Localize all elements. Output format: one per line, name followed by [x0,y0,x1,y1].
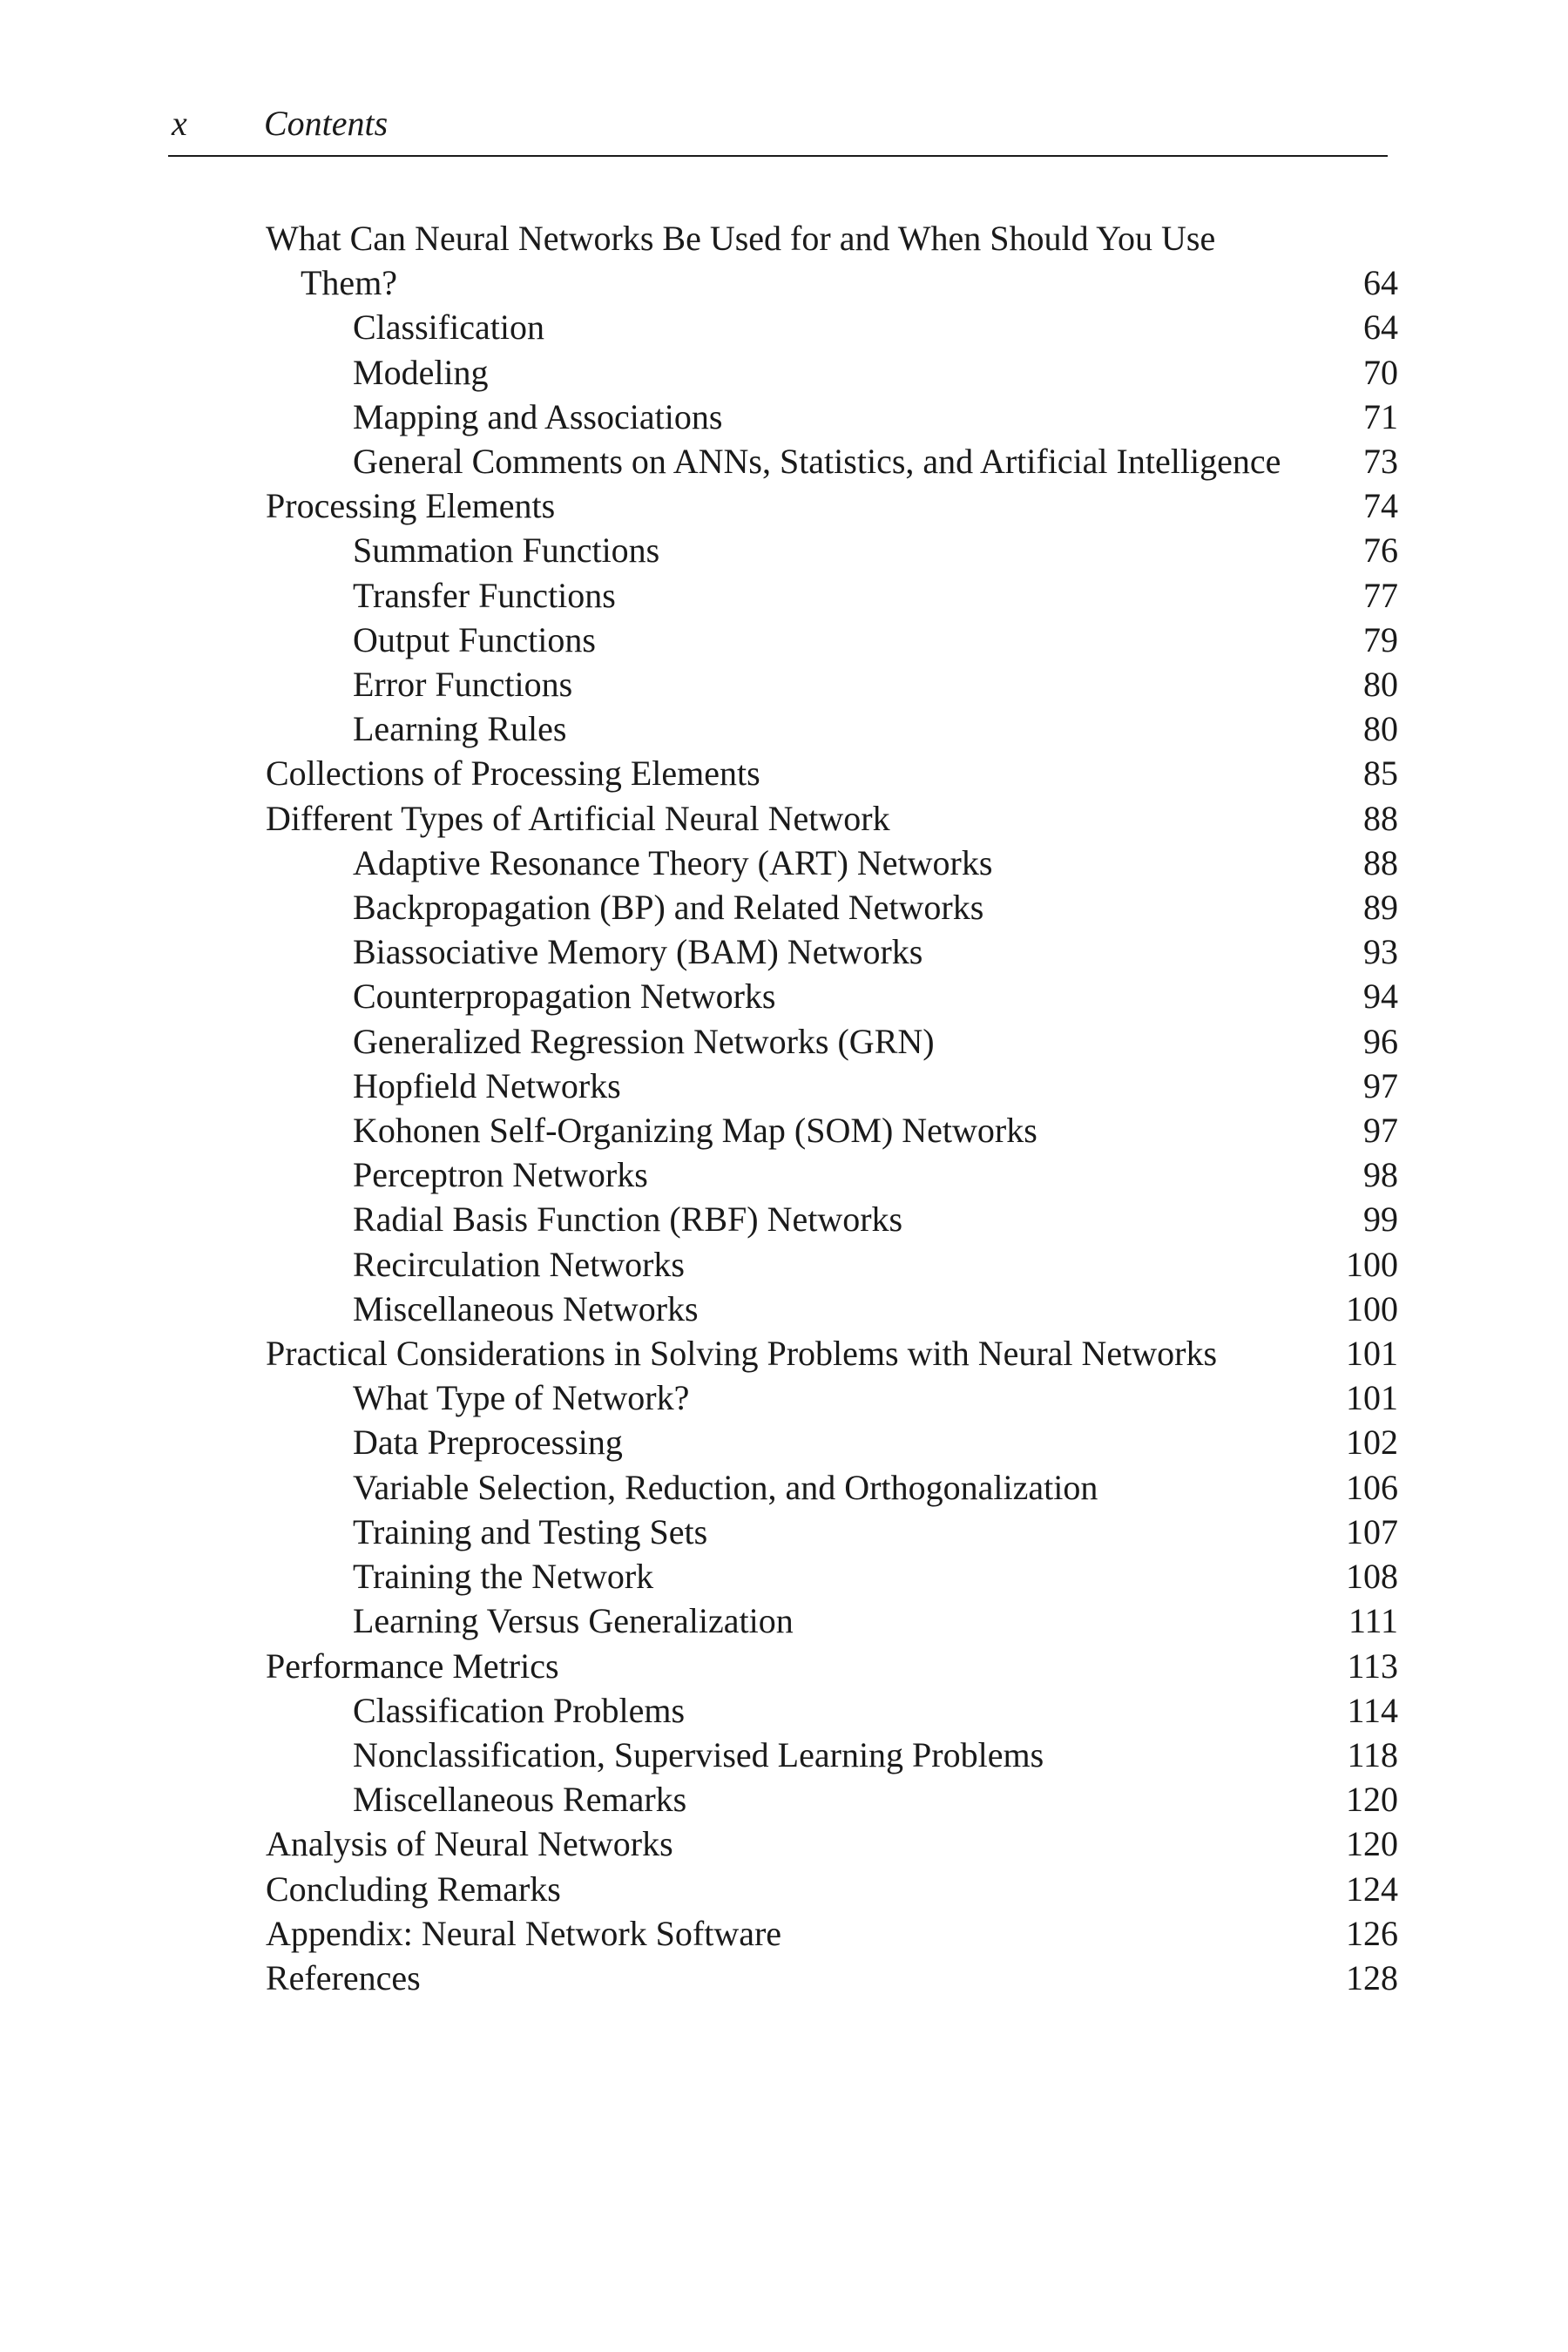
toc-entry-title: Different Types of Artificial Neural Network [266,798,890,838]
toc-entry-page-number: 89 [1363,888,1398,928]
toc-entry-title: Generalized Regression Networks (GRN) [353,1021,935,1061]
toc-entry-title: What Type of Network? [353,1378,690,1418]
toc-entry [266,528,1398,572]
toc-entry-title: Training and Testing Sets [353,1511,708,1551]
toc-entry [266,1867,1398,1911]
toc-entry-title: Miscellaneous Remarks [353,1780,687,1820]
toc-entry-page-number: 71 [1363,396,1398,436]
toc-entry-title: Summation Functions [353,531,660,571]
toc-entry-page-number: 99 [1363,1200,1398,1240]
toc-entry-page-number: 100 [1346,1244,1398,1284]
toc-entry-page-number: 94 [1363,977,1398,1017]
toc-entry-title: Recirculation Networks [353,1244,685,1284]
toc-entry-title: Perceptron Networks [353,1155,648,1195]
toc-entry-page-number: 70 [1363,352,1398,392]
toc-entry-page-number: 74 [1363,486,1398,526]
toc-entry-page-number: 107 [1346,1511,1398,1551]
toc-entry [266,796,1398,841]
toc-entry-page-number: 118 [1347,1734,1398,1774]
toc-entry [266,974,1398,1018]
toc-entry-page-number: 108 [1346,1557,1398,1597]
table-of-contents [266,216,1398,2000]
toc-entry [266,216,1398,305]
toc-entry [266,618,1398,662]
toc-entry-page-number: 76 [1363,531,1398,571]
page-folio: x [172,104,187,143]
toc-entry-page-number: 97 [1363,1111,1398,1151]
toc-entry-title: Processing Elements [266,486,556,526]
toc-entry-page-number: 120 [1346,1780,1398,1820]
running-head-title: Contents [264,104,389,143]
toc-entry [266,1821,1398,1866]
toc-entry-page-number: 96 [1363,1021,1398,1061]
toc-entry [266,350,1398,395]
toc-entry-page-number: 101 [1346,1378,1398,1418]
toc-entry-title: Output Functions [353,619,596,659]
toc-entry-page-number: 128 [1346,1957,1398,1997]
toc-entry-title: What Can Neural Networks Be Used for and When Should You Use Them? [266,219,1216,303]
toc-entry-title: Practical Considerations in Solving Problems with Neural Networks [266,1334,1218,1374]
toc-entry [266,1598,1398,1643]
toc-entry-title: Concluding Remarks [266,1869,561,1909]
toc-entry-page-number: 80 [1363,665,1398,705]
toc-entry-page-number: 64 [1363,308,1398,348]
toc-entry-page-number: 88 [1363,798,1398,838]
toc-entry-title: Training the Network [353,1557,654,1597]
toc-entry-page-number: 85 [1363,754,1398,794]
toc-entry-page-number: 80 [1363,709,1398,749]
toc-entry-page-number: 73 [1363,442,1398,482]
toc-entry-title: Modeling [353,352,489,392]
toc-entry [266,662,1398,706]
toc-entry-page-number: 93 [1363,932,1398,972]
toc-entry-title: Variable Selection, Reduction, and Orthogonalization [353,1467,1098,1507]
toc-entry [266,1733,1398,1777]
toc-entry-page-number: 77 [1363,575,1398,615]
toc-entry [266,1331,1398,1375]
toc-entry-page-number: 120 [1346,1824,1398,1864]
toc-entry-page-number: 64 [1363,263,1398,303]
toc-entry-title: Data Preprocessing [353,1423,623,1463]
toc-entry-title: Appendix: Neural Network Software [266,1913,782,1953]
toc-entry-title: Learning Versus Generalization [353,1601,794,1641]
toc-entry-page-number: 79 [1363,619,1398,659]
toc-entry [266,1911,1398,1956]
toc-entry-page-number: 106 [1346,1467,1398,1507]
toc-entry [266,1510,1398,1554]
toc-entry [266,1554,1398,1598]
toc-entry-title: Biassociative Memory (BAM) Networks [353,932,923,972]
toc-entry-page-number: 102 [1346,1423,1398,1463]
toc-entry-page-number: 126 [1346,1913,1398,1953]
toc-entry [266,395,1398,439]
toc-entry-title: Radial Basis Function (RBF) Networks [353,1200,903,1240]
toc-entry [266,841,1398,885]
toc-entry [266,1287,1398,1331]
toc-entry [266,1688,1398,1733]
toc-entry [266,1152,1398,1197]
toc-entry-title: General Comments on ANNs, Statistics, and Artificial Intelligence [353,442,1281,482]
toc-entry [266,929,1398,974]
toc-entry [266,1956,1398,2000]
toc-entry [266,706,1398,751]
toc-entry [266,1420,1398,1464]
toc-entry [266,1197,1398,1241]
toc-entry [266,1644,1398,1688]
toc-entry-title: Backpropagation (BP) and Related Networks [353,888,984,928]
toc-entry-title: Transfer Functions [353,575,616,615]
toc-entry-title: Adaptive Resonance Theory (ART) Networks [353,842,993,882]
toc-entry-title: Nonclassification, Supervised Learning Problems [353,1734,1044,1774]
toc-entry [266,1108,1398,1152]
toc-entry-title: Performance Metrics [266,1646,559,1686]
toc-entry-title: Error Functions [353,665,573,705]
toc-entry-title: Classification [353,308,544,348]
toc-entry-page-number: 100 [1346,1288,1398,1328]
toc-entry [266,885,1398,929]
toc-entry-title: Learning Rules [353,709,567,749]
toc-entry [266,1375,1398,1420]
toc-entry [266,751,1398,795]
toc-entry [266,439,1398,483]
toc-entry-title: Miscellaneous Networks [353,1288,699,1328]
toc-entry-page-number: 114 [1347,1690,1398,1730]
toc-entry-title: Mapping and Associations [353,396,723,436]
toc-entry-title: Counterpropagation Networks [353,977,776,1017]
toc-entry-title: Kohonen Self-Organizing Map (SOM) Networks [353,1111,1037,1151]
toc-entry-page-number: 101 [1346,1334,1398,1374]
toc-entry-page-number: 111 [1348,1601,1398,1641]
toc-entry-title: References [266,1957,421,1997]
toc-entry [266,573,1398,618]
toc-entry [266,1064,1398,1108]
toc-entry-page-number: 98 [1363,1155,1398,1195]
running-head [168,103,1388,157]
toc-entry-title: Analysis of Neural Networks [266,1824,673,1864]
toc-entry-title: Collections of Processing Elements [266,754,760,794]
toc-entry-page-number: 97 [1363,1065,1398,1105]
toc-entry [266,483,1398,528]
toc-entry [266,1465,1398,1510]
toc-entry [266,305,1398,349]
toc-entry [266,1019,1398,1064]
toc-entry-page-number: 113 [1347,1646,1398,1686]
toc-entry-page-number: 124 [1346,1869,1398,1909]
toc-entry-page-number: 88 [1363,842,1398,882]
toc-entry [266,1777,1398,1821]
toc-entry-title: Hopfield Networks [353,1065,621,1105]
toc-entry [266,1242,1398,1287]
toc-entry-title: Classification Problems [353,1690,686,1730]
